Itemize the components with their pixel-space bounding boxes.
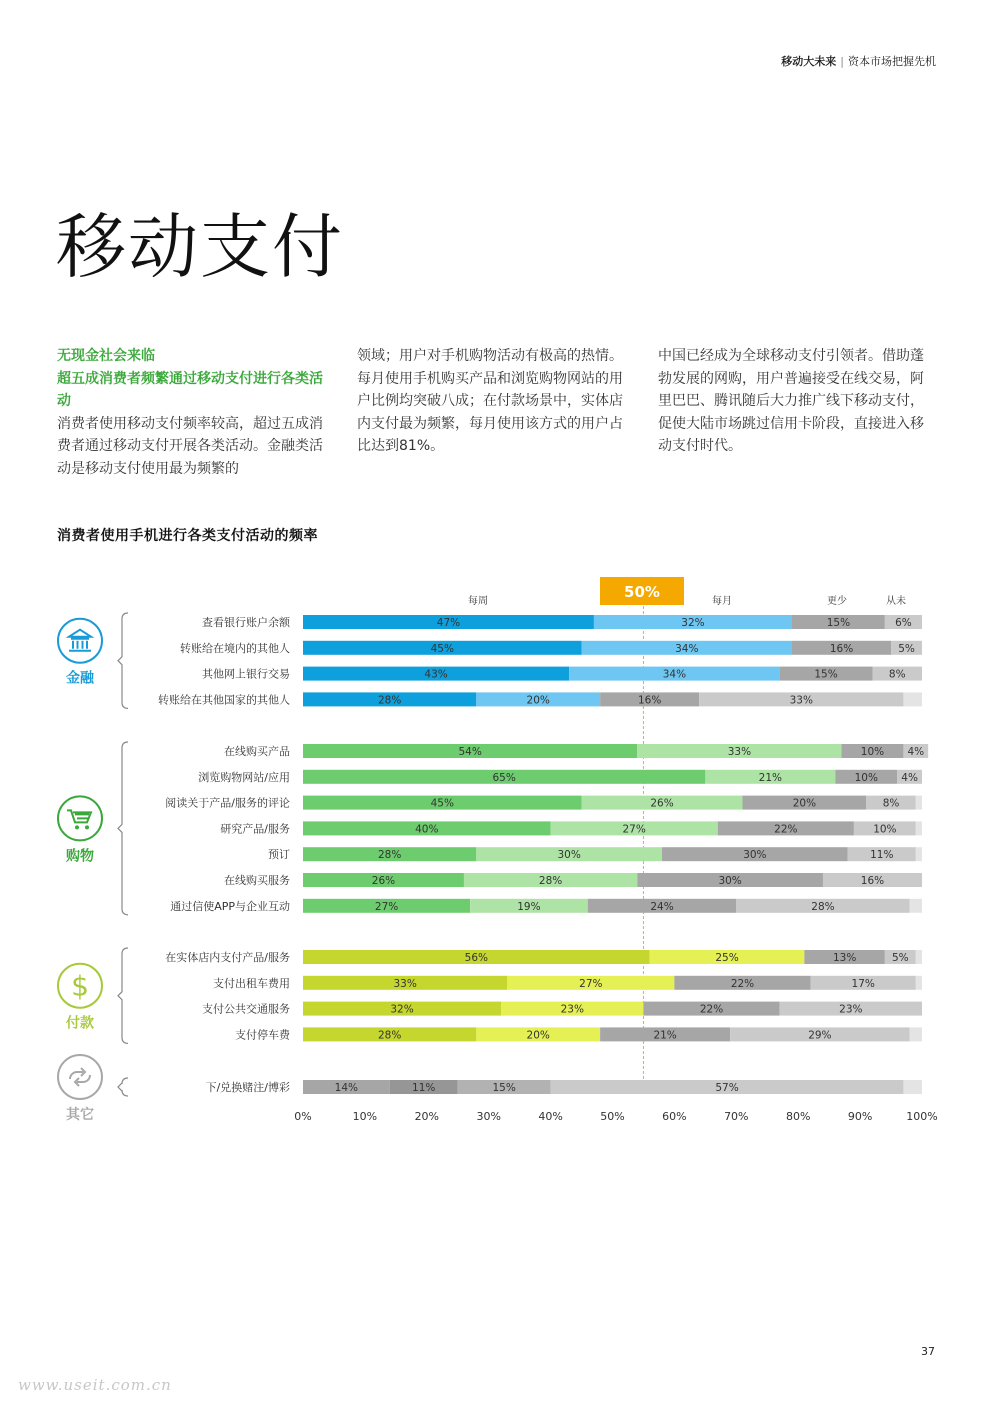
bar-value-label: 27% <box>579 977 603 990</box>
body-text-1: 消费者使用移动支付频率较高，超过五成消费者通过移动支付开展各类活动。金融类活动是移动支付使用最为频繁的 <box>57 415 323 477</box>
row-label: 转账给在其他国家的其他人 <box>158 693 290 707</box>
group-bracket <box>118 613 128 708</box>
legend-label-2: 每月 <box>712 596 732 607</box>
bar-value-label: 22% <box>699 1003 724 1016</box>
bar-value-label: 28% <box>377 1029 402 1042</box>
row-label: 下/兑换赌注/博彩 <box>205 1081 290 1094</box>
page-number: 37 <box>921 1345 935 1358</box>
bar-value-label: 24% <box>650 900 674 913</box>
group-icon-circle <box>58 1055 102 1099</box>
legend-label-4: 从未 <box>886 596 906 607</box>
bar-value-label: 16% <box>637 694 662 707</box>
bar-value-label: 30% <box>718 875 742 887</box>
bar-value-label: 16% <box>829 642 854 655</box>
exchange-icon <box>70 1068 90 1086</box>
reference-label: 50% <box>624 583 660 601</box>
watermark: www.useit.com.cn <box>18 1376 172 1394</box>
bar-remainder <box>910 899 922 913</box>
bar-value-label: 23% <box>839 1003 863 1016</box>
bar-value-label: 56% <box>464 952 488 964</box>
row-label: 通过信使APP与企业互动 <box>170 899 290 913</box>
bar-value-label: 14% <box>334 1082 359 1094</box>
bar-value-label: 8% <box>888 668 906 681</box>
bar-value-label: 26% <box>371 875 396 887</box>
bar-value-label: 45% <box>430 797 454 810</box>
x-tick-label: 40% <box>538 1110 563 1123</box>
bar-value-label: 34% <box>662 668 687 681</box>
bar-value-label: 28% <box>377 849 402 862</box>
row-label: 其他网上银行交易 <box>202 667 290 681</box>
bar-remainder <box>916 821 922 835</box>
bar-value-label: 34% <box>675 642 699 655</box>
bar-value-label: 8% <box>882 797 900 810</box>
group-label: 购物 <box>66 848 94 865</box>
bar-value-label: 45% <box>430 642 454 655</box>
bar-value-label: 30% <box>743 849 767 862</box>
bar-value-label: 28% <box>377 694 402 707</box>
group-bracket <box>118 948 128 1043</box>
bar-value-label: 57% <box>715 1082 739 1094</box>
bar-value-label: 19% <box>517 900 541 913</box>
bar-value-label: 17% <box>851 977 875 990</box>
bar-value-label: 11% <box>412 1082 436 1094</box>
x-tick-label: 20% <box>414 1110 440 1123</box>
row-label: 在线购买产品 <box>224 745 290 758</box>
bank-icon <box>69 630 91 651</box>
bar-value-label: 25% <box>715 952 739 964</box>
x-tick-label: 90% <box>847 1110 873 1123</box>
group-icon-circle <box>58 619 102 663</box>
bar-remainder <box>916 976 922 990</box>
bar-value-label: 6% <box>895 617 912 629</box>
bar-value-label: 47% <box>436 617 461 629</box>
bar-value-label: 43% <box>424 668 448 681</box>
page-title: 移动支付 <box>56 206 344 288</box>
bar-value-label: 22% <box>774 823 798 836</box>
bar-value-label: 15% <box>492 1082 516 1094</box>
row-label: 支付公共交通服务 <box>202 1002 290 1016</box>
bar-value-label: 13% <box>832 952 857 964</box>
bar-value-label: 65% <box>492 771 516 784</box>
group-label: 金融 <box>66 670 94 687</box>
header-subtitle: 资本市场把握先机 <box>848 55 936 68</box>
header-divider: | <box>840 55 844 68</box>
x-tick-label: 50% <box>600 1110 625 1123</box>
section-heading-2: 超五成消费者频繁通过移动支付进行各类活动 <box>57 370 323 409</box>
dollar-icon: $ <box>71 969 89 1003</box>
bar-value-label: 20% <box>792 797 817 810</box>
row-label: 在实体店内支付产品/服务 <box>165 951 290 964</box>
chart-title: 消费者使用手机进行各类支付活动的频率 <box>57 528 318 544</box>
bar-value-label: 32% <box>390 1003 414 1016</box>
group-label: 其它 <box>66 1107 94 1123</box>
bar-value-label: 15% <box>826 617 851 629</box>
bar-value-label: 10% <box>854 771 878 784</box>
bar-value-label: 5% <box>898 642 915 655</box>
bar-value-label: 54% <box>458 746 482 758</box>
bar-value-label: 16% <box>860 875 885 887</box>
shopping-cart-icon <box>67 810 91 822</box>
bar-value-label: 5% <box>891 952 909 964</box>
section-heading-1: 无现金社会来临 <box>57 348 155 364</box>
bar-value-label: 26% <box>650 797 674 810</box>
bar-value-label: 27% <box>622 823 646 836</box>
bar-value-label: 15% <box>814 668 838 681</box>
bar-remainder <box>903 1080 922 1094</box>
body-text-2: 领域；用户对手机购物活动有极高的热情。每月使用手机购买产品和浏览购物网站的用户比例均突破八成；在付款场景中，实体店内支付最为频繁，每月使用该方式的用户占比达到81%。 <box>357 348 623 454</box>
legend-label-3: 更少 <box>827 596 847 607</box>
header-section: 移动大未来 <box>781 55 837 68</box>
row-label: 转账给在境内的其他人 <box>180 641 290 655</box>
row-label: 在线购买服务 <box>224 874 290 887</box>
bar-value-label: 40% <box>415 823 439 836</box>
x-tick-label: 30% <box>476 1110 501 1123</box>
bar-value-label: 21% <box>653 1029 677 1042</box>
bar-value-label: 33% <box>393 977 417 990</box>
bar-remainder <box>910 1027 922 1041</box>
bar-value-label: 4% <box>901 771 918 784</box>
row-label: 阅读关于产品/服务的评论 <box>165 796 290 810</box>
row-label: 支付出租车费用 <box>213 976 290 990</box>
x-tick-label: 10% <box>352 1110 378 1123</box>
bar-remainder <box>916 796 922 810</box>
group-bracket <box>118 1078 128 1096</box>
x-tick-label: 80% <box>785 1110 811 1123</box>
x-tick-label: 70% <box>724 1110 749 1123</box>
bar-value-label: 32% <box>681 617 705 629</box>
bar-value-label: 4% <box>907 746 925 758</box>
row-label: 研究产品/服务 <box>220 822 290 836</box>
x-tick-label: 60% <box>662 1110 687 1123</box>
cart-wheel <box>85 825 89 829</box>
bar-value-label: 30% <box>557 849 581 862</box>
bar-value-label: 27% <box>374 900 399 913</box>
row-label: 浏览购物网站/应用 <box>198 770 290 784</box>
x-tick-label: 100% <box>906 1110 938 1123</box>
bar-value-label: 21% <box>758 771 783 784</box>
bar-value-label: 33% <box>727 746 752 758</box>
bar-value-label: 22% <box>730 977 755 990</box>
bar-remainder <box>903 692 922 706</box>
bar-value-label: 23% <box>560 1003 584 1016</box>
bar-value-label: 10% <box>873 823 897 836</box>
row-label: 支付停车费 <box>235 1028 290 1042</box>
body-text-3: 中国已经成为全球移动支付引领者。借助蓬勃发展的网购，用户普遍接受在线交易，阿里巴巴、腾讯随后大力推广线下移动支付，促使大陆市场跳过信用卡阶段，直接进入移动支付时代。 <box>658 348 924 454</box>
row-label: 查看银行账户余额 <box>202 616 290 629</box>
cart-wheel <box>75 825 79 829</box>
bar-value-label: 20% <box>526 694 550 707</box>
group-label: 付款 <box>66 1015 94 1032</box>
x-tick-label: 0% <box>294 1110 312 1123</box>
bar-value-label: 28% <box>538 875 563 887</box>
row-label: 预订 <box>268 848 290 862</box>
bar-value-label: 28% <box>811 900 835 913</box>
bar-remainder <box>916 950 922 964</box>
bar-remainder <box>916 847 922 861</box>
bar-value-label: 33% <box>789 694 813 707</box>
bar-value-label: 11% <box>870 849 894 862</box>
bar-value-label: 29% <box>808 1029 832 1042</box>
bar-value-label: 20% <box>526 1029 550 1042</box>
legend-label-1: 每周 <box>468 596 488 607</box>
bar-value-label: 10% <box>860 746 885 758</box>
group-bracket <box>118 742 128 915</box>
